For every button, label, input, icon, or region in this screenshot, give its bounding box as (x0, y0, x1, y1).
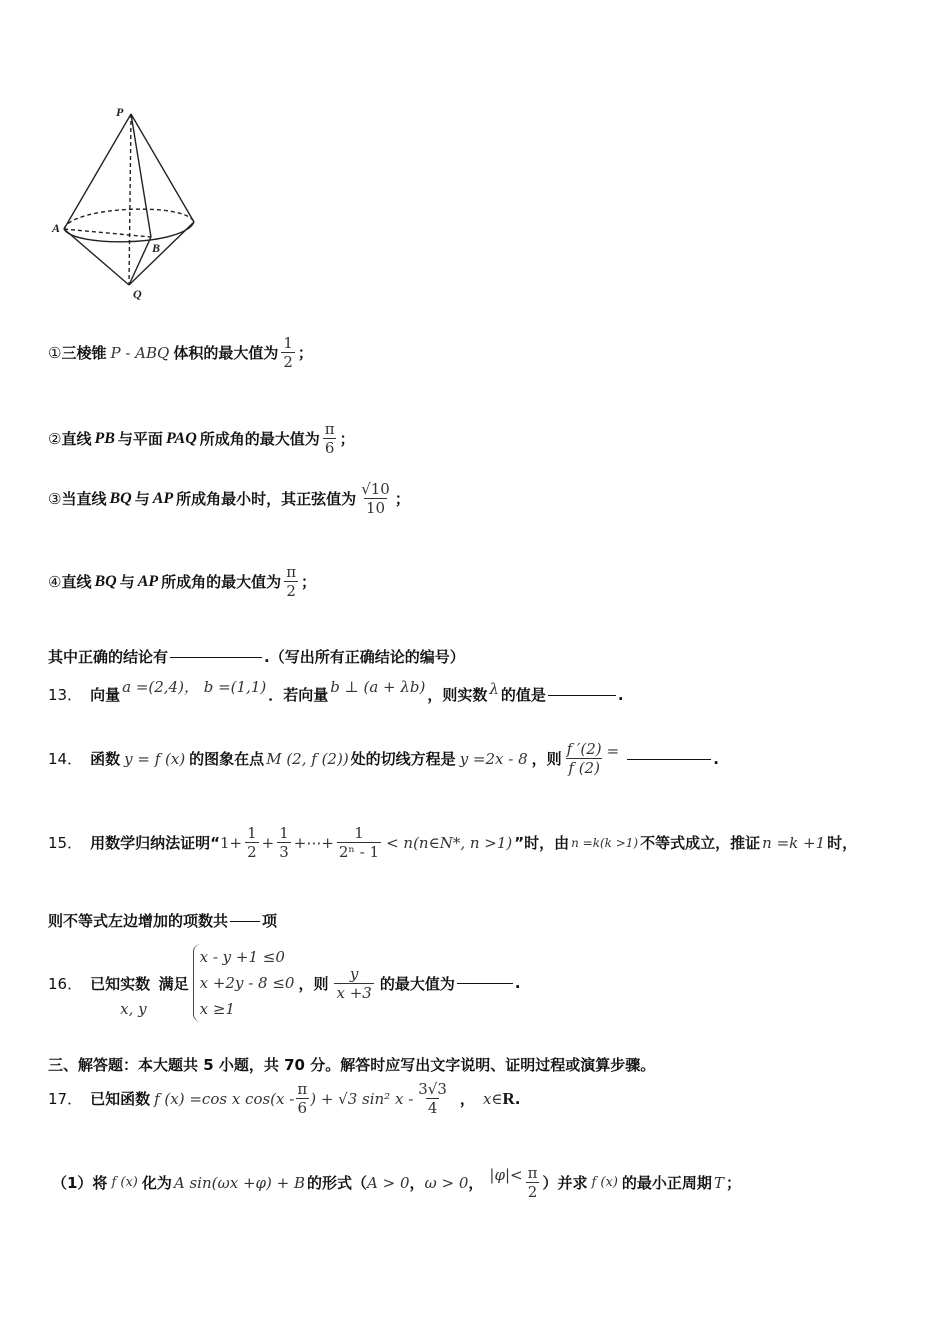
s4-text-2: 与 (119, 573, 135, 591)
q15-text-1: 用数学归纳法证明“ (90, 834, 220, 852)
q17-1-text-1: （1）将 (52, 1174, 108, 1192)
q12-conclusion (48, 646, 465, 667)
q14-text-4: ，则 (531, 750, 562, 768)
q14-answer-blank[interactable] (627, 758, 711, 760)
q14-text-2: 的图象在点 (189, 750, 265, 768)
statement-2 (48, 420, 355, 457)
s4-text-3: 所成角的最大值为 (161, 573, 282, 591)
label-b: B (152, 241, 161, 255)
edge-ab-hidden (64, 229, 151, 237)
label-p: P (116, 105, 124, 119)
q16-constraint-2: x +2y - 8 ≤0 (199, 974, 295, 992)
q15-math-2: + (261, 833, 275, 852)
q16-constraint-3: x ≥1 (199, 1000, 235, 1018)
q13-text-2: ．若向量 (268, 686, 329, 704)
q16-number: 16． (48, 974, 83, 993)
s1-text-1: 三棱锥 (61, 344, 107, 362)
q13-text-3: ，则实数 (427, 686, 488, 704)
s2-end: ； (339, 430, 355, 448)
circle-3: ③ (48, 489, 62, 508)
q17-1-text-4: ， (409, 1174, 425, 1192)
q17-1-math-3: A > 0 (367, 1173, 410, 1192)
statement-1 (48, 334, 313, 371)
circle-1: ① (48, 343, 62, 362)
q13-text-1: 向量 (90, 686, 121, 704)
s2-text-1: 直线 (61, 430, 92, 448)
q16-constraint-1: x - y +1 ≤0 (199, 948, 285, 966)
section-3-heading (48, 1054, 655, 1075)
bicone-figure (44, 100, 204, 305)
q14-math-2: M (2, f (2)) (266, 749, 349, 768)
q14-text-3: 处的切线方程是 (350, 750, 456, 768)
q17-text-3: . (514, 1089, 521, 1108)
q17-1-math-6: f (x) (591, 1175, 618, 1190)
statement-3 (48, 480, 410, 517)
s2-text-3: 所成角的最大值为 (199, 430, 320, 448)
question-15 (48, 824, 857, 861)
q16-text-3: ，则 (298, 974, 329, 993)
q16-fraction: $\frac{y}{x +3}$ (336, 964, 372, 1002)
question-16 (48, 944, 521, 1022)
q15-line2-text: 则不等式左边增加的项数共 (48, 912, 229, 930)
q15-text-4: 时， (827, 834, 858, 852)
q17-1-text-2: 化为 (141, 1174, 172, 1192)
s2-fraction: $\frac{\pi}{6}$ (324, 420, 335, 457)
q17-1-math-2: A sin(ωx +φ) + B (173, 1173, 305, 1192)
q15-math-3: +⋯+ (293, 833, 334, 852)
q16-text-5: . (514, 974, 521, 992)
s2-bold-1: PB (94, 429, 115, 447)
q17-real-set: R (502, 1088, 515, 1108)
q15-number: 15． (48, 834, 83, 852)
question-14 (48, 740, 719, 777)
s4-end: ； (301, 573, 317, 591)
q17-1-text-6: ）并求 (542, 1174, 588, 1192)
s3-bold-2: AP (152, 489, 174, 507)
q17-1-math-1: f (x) (111, 1175, 138, 1190)
s4-text-1: 直线 (61, 573, 92, 591)
q15-fraction-3: $\frac{1}{\text{2ⁿ - 1}}$ (338, 824, 380, 861)
q13-text-5: . (617, 685, 624, 704)
q15-math-6: n =k +1 (762, 833, 826, 852)
q13-math-1: a =(2,4)， b =(1,1) (122, 678, 267, 696)
s4-bold-2: AP (137, 572, 159, 590)
q15-fraction-2: $\frac{1}{3}$ (279, 824, 289, 861)
question-17 (48, 1080, 521, 1117)
q16-answer-blank[interactable] (457, 982, 513, 984)
label-q: Q (133, 287, 142, 301)
s3-end: ； (394, 490, 410, 508)
q14-math-3: y =2x - 8 (459, 749, 528, 768)
q17-math-3: x∈ (482, 1089, 503, 1108)
q13-math-2: b ⊥ (a + λb) (330, 677, 426, 696)
q17-1-math-5: |φ|< (489, 1165, 523, 1184)
q17-1-fraction: $\frac{\pi}{2}$ (527, 1164, 538, 1201)
edge-aq (64, 229, 129, 285)
q15-text-2: ”时，由 (514, 834, 570, 852)
s3-text-3: 所成角最小时，其正弦值为 (176, 490, 357, 508)
q17-number: 17． (48, 1090, 83, 1108)
q17-fraction-1: $\frac{\pi}{6}$ (297, 1080, 308, 1117)
q14-fraction: $\frac{f '(2)}{f (2)}$ (566, 740, 602, 777)
q13-math-3: λ (489, 679, 499, 698)
q17-1-math-4: ω > 0 (424, 1173, 469, 1192)
q17-text-1: 已知函数 (90, 1090, 151, 1108)
s3-text-1: 当直线 (61, 490, 107, 508)
q15-math-5: n =k(k >1) (571, 835, 639, 850)
q17-math-2: ) + √3 sin² x - (310, 1089, 414, 1108)
q16-text-2: 满足 (158, 974, 189, 993)
q12-text-2: .（写出所有正确结论的编号） (264, 648, 465, 666)
q14-math-1: y = f (x) (124, 749, 186, 768)
q15-answer-blank[interactable] (230, 920, 260, 922)
statement-4 (48, 563, 316, 600)
q17-1-text-5: ， (468, 1174, 484, 1192)
q16-vars: x, y (120, 1000, 147, 1018)
q17-fraction-2: $\frac{3√3}{4}$ (418, 1080, 447, 1117)
s1-end: ； (297, 344, 313, 362)
q17-1-text-3: 的形式（ (307, 1174, 368, 1192)
q16-constraint-system (193, 944, 295, 1022)
edge-bq (129, 237, 151, 285)
circle-4: ④ (48, 572, 62, 591)
q14-equals: = (606, 741, 620, 760)
question-15-line-2 (48, 910, 277, 931)
q12-answer-blank[interactable] (170, 656, 262, 658)
s1-fraction: $\frac{1}{2}$ (283, 334, 293, 371)
base-ellipse-front (64, 222, 194, 242)
q17-math-1: f (x) =cos x cos(x - (154, 1089, 295, 1108)
s3-bold-1: BQ (109, 489, 132, 507)
s4-bold-1: BQ (94, 572, 117, 590)
q13-text-4: 的值是 (500, 686, 546, 704)
edge-pq-hidden (129, 114, 131, 285)
q14-text-1: 函数 (90, 750, 121, 768)
s2-text-2: 与平面 (117, 430, 163, 448)
s4-fraction: $\frac{\pi}{2}$ (286, 563, 297, 600)
label-a: A (52, 221, 61, 235)
q17-text-2: ， (459, 1090, 475, 1108)
circle-2: ② (48, 429, 62, 448)
section-3-text: 三、解答题：本大题共 5 小题，共 70 分。解答时应写出文字说明、证明过程或演算步骤。 (48, 1056, 656, 1074)
q13-number: 13． (48, 686, 83, 704)
question-17-part-1 (52, 1164, 741, 1201)
edge-pa (64, 114, 131, 229)
q17-1-text-7: 的最小正周期 (621, 1174, 712, 1192)
q15-math-4: < n(n∈N*, n >1) (386, 833, 513, 852)
s1-math-1: P - ABQ (110, 343, 170, 362)
s1-text-2: 体积的最大值为 (173, 344, 279, 362)
s3-fraction: $\frac{√10}{10}$ (361, 480, 390, 517)
question-13 (48, 677, 624, 705)
s3-text-2: 与 (134, 490, 150, 508)
q13-answer-blank[interactable] (548, 694, 616, 696)
q14-text-5: . (713, 749, 719, 768)
q12-text-1: 其中正确的结论有 (48, 648, 169, 666)
q16-text-4: 的最大值为 (379, 974, 455, 993)
q16-text-1: 已知实数 (90, 974, 151, 993)
q15-fraction-1: $\frac{1}{2}$ (247, 824, 257, 861)
q15-text-3: 不等式成立，推证 (640, 834, 761, 852)
q15-math-1: 1+ (219, 833, 243, 852)
q14-number: 14． (48, 750, 83, 768)
s2-bold-2: PAQ (165, 429, 197, 447)
q17-1-math-7: T (713, 1173, 724, 1192)
q17-1-text-8: ； (725, 1174, 741, 1192)
q15-line2-end: 项 (262, 912, 278, 930)
